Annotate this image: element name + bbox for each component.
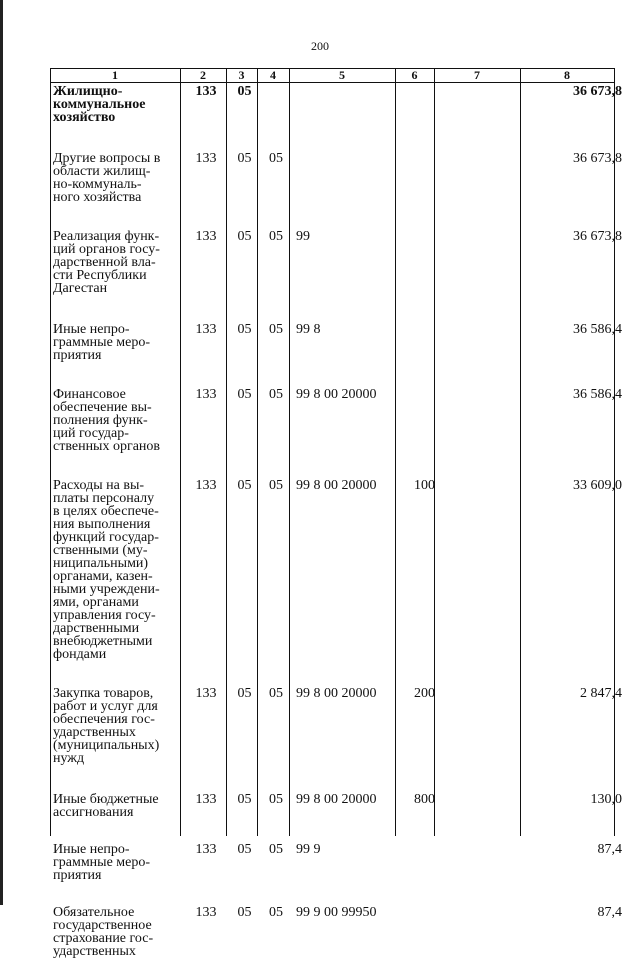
row-name-line: Иные непро-	[53, 842, 130, 857]
subsection-code-cell: 05	[269, 387, 283, 402]
row-name-line: обеспечение вы-	[53, 400, 152, 415]
amount-cell: 2 847,4	[580, 686, 622, 701]
section-code-cell: 05	[237, 229, 252, 244]
expense-type-cell	[406, 843, 443, 906]
table-row	[50, 388, 624, 479]
section-code-cell: 05	[237, 151, 252, 166]
row-name-line: Другие вопросы в	[53, 151, 161, 166]
gad-code-cell: 133	[195, 322, 217, 337]
row-name-line: Реализация функ-	[53, 229, 160, 244]
target-article-cell: 99 9	[296, 842, 321, 857]
gad-code-cell: 133	[195, 478, 217, 493]
row-name-cell	[50, 388, 183, 479]
row-name-cell	[50, 479, 183, 687]
row-name-cell	[50, 793, 183, 843]
row-name-line: ций государ-	[53, 426, 129, 441]
row-name-line: ния выполнения	[53, 517, 151, 532]
row-name-line: ными учреждени-	[53, 582, 160, 597]
subsection-code-cell: 05	[269, 905, 283, 920]
row-name-line: ственных органов	[53, 439, 161, 454]
amount-cell: 36 586,4	[573, 322, 622, 337]
target-article-cell	[292, 152, 406, 230]
row-name-line: но-коммуналь-	[53, 177, 142, 192]
subsection-code-cell: 05	[269, 151, 283, 166]
expense-type-cell	[406, 230, 443, 323]
row-name-cell	[50, 230, 183, 323]
target-article-cell: 99 8	[296, 322, 321, 337]
row-name-line: (муниципальных)	[53, 738, 160, 753]
row-name-line: страхование гос-	[53, 931, 154, 946]
section-code-cell: 05	[237, 842, 252, 857]
col7-cell	[443, 230, 529, 323]
expense-type-cell	[406, 906, 443, 958]
table-row	[50, 152, 624, 230]
row-name-line: платы персоналу	[53, 491, 155, 506]
gad-code-cell: 133	[195, 842, 217, 857]
table-row	[50, 687, 624, 793]
page-number: 200	[311, 39, 329, 53]
gad-code-cell: 133	[195, 905, 217, 920]
col-header-2: 2	[200, 68, 206, 82]
gad-code-cell: 133	[195, 84, 217, 99]
col-header-4: 4	[270, 68, 276, 82]
target-article-cell	[292, 85, 406, 152]
row-name-cell	[50, 843, 183, 906]
table-row	[50, 230, 624, 323]
row-name-line: дарственной вла-	[53, 255, 156, 270]
col-header-1: 1	[112, 68, 118, 82]
header-bottom-rule	[50, 82, 615, 83]
gad-code-cell: 133	[195, 229, 217, 244]
amount-cell: 87,4	[597, 842, 622, 857]
section-code-cell: 05	[237, 686, 252, 701]
row-name-line: ственными (му-	[53, 543, 148, 558]
target-article-cell: 99	[296, 229, 310, 244]
amount-cell: 36 586,4	[573, 387, 622, 402]
row-name-line: граммные меро-	[53, 855, 151, 870]
col7-cell	[443, 687, 529, 793]
expense-type-cell: 800	[414, 792, 435, 807]
subsection-code-cell: 05	[269, 686, 283, 701]
row-name-line: области жилищ-	[53, 164, 151, 179]
expense-type-cell: 100	[414, 478, 435, 493]
row-name-line: функций государ-	[53, 530, 159, 545]
expense-type-cell	[406, 388, 443, 479]
amount-cell: 36 673,8	[573, 151, 622, 166]
col7-cell	[443, 323, 529, 388]
row-name-line: Расходы на вы-	[53, 478, 145, 493]
row-name-line: органами, казен-	[53, 569, 153, 584]
section-code-cell: 05	[237, 792, 252, 807]
col7-cell	[443, 793, 529, 843]
col-header-5: 5	[339, 68, 345, 82]
budget-table	[50, 85, 624, 958]
row-name-line: сти Республики	[53, 268, 147, 283]
section-code-cell: 05	[237, 322, 252, 337]
row-name-line: государственное	[53, 918, 152, 933]
section-code-cell: 05	[237, 387, 252, 402]
target-article-cell: 99 8 00 20000	[296, 686, 377, 701]
expense-type-cell	[406, 323, 443, 388]
row-name-line: фондами	[53, 647, 107, 662]
amount-cell: 87,4	[597, 905, 622, 920]
row-name-line: нужд	[53, 751, 85, 766]
row-name-line: работ и услуг для	[53, 699, 158, 714]
table-row	[50, 906, 624, 958]
col7-cell	[443, 843, 529, 906]
gad-code-cell: 133	[195, 387, 217, 402]
amount-cell: 33 609,0	[573, 478, 622, 493]
amount-cell: 130,0	[590, 792, 622, 807]
row-name-line: ями, органами	[53, 595, 139, 610]
row-name-line: внебюджетными	[53, 634, 153, 649]
row-name-line: полнения функ-	[53, 413, 148, 428]
col-header-7: 7	[474, 68, 480, 82]
row-name-line: Иные непро-	[53, 322, 130, 337]
col-header-8: 8	[564, 68, 570, 82]
table-row	[50, 793, 624, 843]
row-name-line: дарственными	[53, 621, 140, 636]
col7-cell	[443, 479, 529, 687]
subsection-code-cell: 05	[269, 478, 283, 493]
section-code-cell: 05	[237, 84, 252, 99]
scan-edge	[0, 0, 3, 905]
col7-cell	[443, 152, 529, 230]
row-name-cell	[50, 85, 183, 152]
target-article-cell: 99 8 00 20000	[296, 387, 377, 402]
table-row	[50, 323, 624, 388]
row-name-line: обеспечения гос-	[53, 712, 155, 727]
gad-code-cell: 133	[195, 151, 217, 166]
col-header-6: 6	[411, 68, 418, 82]
amount-cell: 36 673,8	[573, 84, 622, 99]
row-name-cell	[50, 152, 183, 230]
col7-cell	[443, 906, 529, 958]
row-name-line: ассигнования	[53, 805, 134, 820]
col7-cell	[443, 85, 529, 152]
row-name-line: граммные меро-	[53, 335, 151, 350]
section-code-cell: 05	[237, 478, 252, 493]
row-name-line: в целях обеспече-	[53, 504, 159, 519]
subsection-code-cell	[260, 85, 292, 152]
row-name-line: хозяйство	[53, 110, 116, 125]
row-name-cell	[50, 323, 183, 388]
row-name-line: приятия	[53, 348, 102, 363]
gad-code-cell: 133	[195, 686, 217, 701]
row-name-line: ного хозяйства	[53, 190, 142, 205]
row-name-line: коммунальное	[53, 97, 146, 112]
row-name-cell	[50, 906, 183, 958]
row-name-line: приятия	[53, 868, 102, 883]
row-name-line: Закупка товаров,	[53, 686, 154, 701]
col7-cell	[443, 388, 529, 479]
expense-type-cell	[406, 85, 443, 152]
table-body	[50, 85, 624, 958]
row-name-line: ниципальными)	[53, 556, 149, 571]
gad-code-cell: 133	[195, 792, 217, 807]
row-name-line: Жилищно-	[53, 84, 123, 99]
subsection-code-cell: 05	[269, 229, 283, 244]
row-name-line: Дагестан	[53, 281, 108, 296]
amount-cell: 36 673,8	[573, 229, 622, 244]
row-name-line: ударственных	[53, 944, 136, 959]
row-name-line: Обязательное	[53, 905, 135, 920]
target-article-cell: 99 9 00 99950	[296, 905, 377, 920]
expense-type-cell: 200	[414, 686, 435, 701]
target-article-cell: 99 8 00 20000	[296, 478, 377, 493]
row-name-line: ударственных	[53, 725, 136, 740]
target-article-cell: 99 8 00 20000	[296, 792, 377, 807]
col-header-3: 3	[238, 68, 245, 82]
table-row	[50, 843, 624, 906]
row-name-cell	[50, 687, 183, 793]
row-name-line: Иные бюджетные	[53, 792, 159, 807]
table-row	[50, 479, 624, 687]
expense-type-cell	[406, 152, 443, 230]
subsection-code-cell: 05	[269, 842, 283, 857]
row-name-line: управления госу-	[53, 608, 156, 623]
subsection-code-cell: 05	[269, 792, 283, 807]
row-name-line: ций органов госу-	[53, 242, 160, 257]
row-name-line: Финансовое	[53, 387, 126, 402]
subsection-code-cell: 05	[269, 322, 283, 337]
table-row	[50, 85, 624, 152]
section-code-cell: 05	[237, 905, 252, 920]
